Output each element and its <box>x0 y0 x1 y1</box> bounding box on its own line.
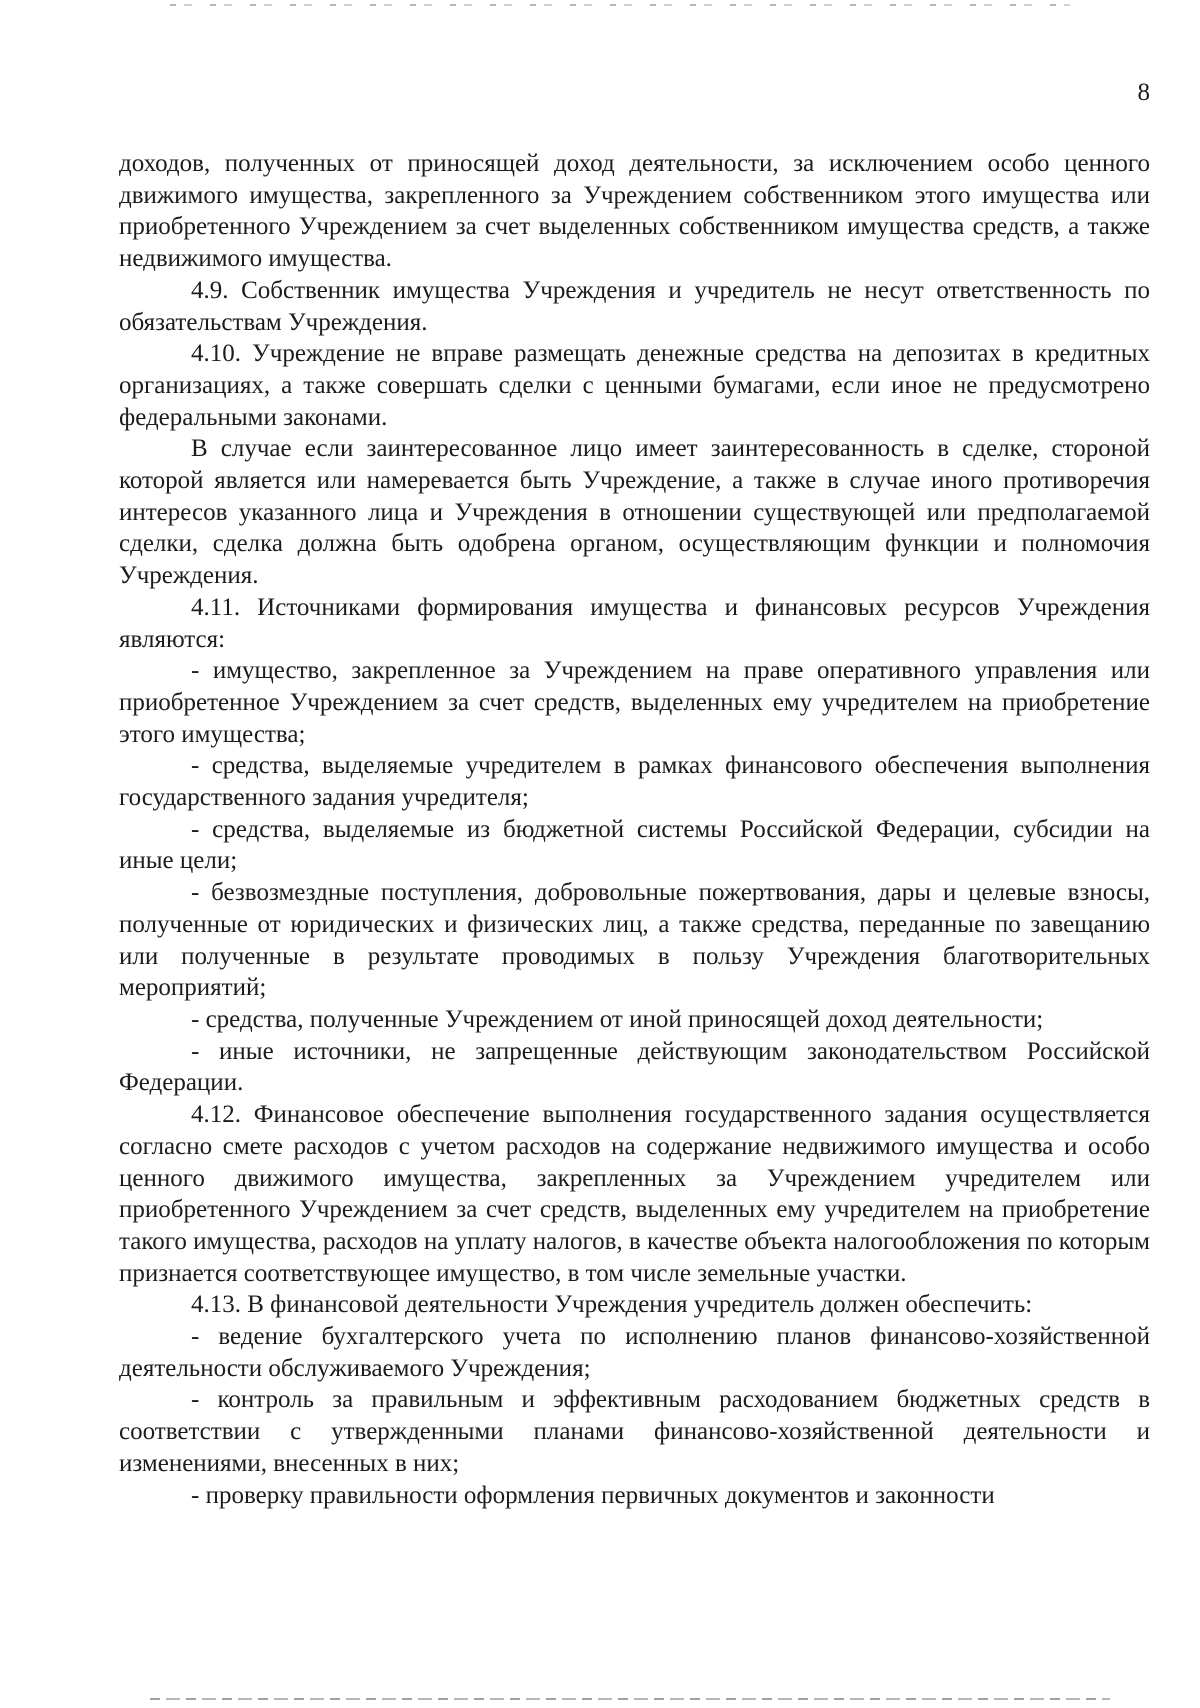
paragraph-continuation: доходов, полученных от приносящей доход деятельности, за исключением особо ценного движимого имущества, закрепленного за Учреждением собственником этого имущества или приобретенного Учреждением за счет выделенных собственником имущества средств, а также недвижимого имущества. <box>119 150 1150 273</box>
scan-artifact-bottom <box>150 1698 1110 1700</box>
document-body <box>119 148 1150 1511</box>
list-item-accounting: - ведение бухгалтерского учета по исполнению планов финансово-хозяйственной деятельности обслуживаемого Учреждения; <box>119 1323 1150 1382</box>
paragraph-4-10: 4.10. Учреждение не вправе размещать денежные средства на депозитах в кредитных организациях, а также совершать сделки с ценными бумагами, если иное не предусмотрено федеральными законами. <box>119 340 1150 431</box>
paragraph-4-9: 4.9. Собственник имущества Учреждения и учредитель не несут ответственность по обязательствам Учреждения. <box>119 276 1150 336</box>
paragraph-interested-party: В случае если заинтересованное лицо имеет заинтересованность в сделке, стороной которой является или намеревается быть Учреждение, а также в случае иного противоречия интересов указанного лица и Учреждения в отношении существующей или предполагаемой сделки, сделка должна быть одобрена органом, осуществляющим функции и полномочия Учреждения. <box>119 435 1150 590</box>
paragraph-4-13: 4.13. В финансовой деятельности Учреждения учредитель должен обеспечить: <box>191 1291 1033 1319</box>
list-item-control: - контроль за правильным и эффективным расходованием бюджетных средств в соответствии с утвержденными планами финансово-хозяйственной деятельности и изменениями, внесенных в них; <box>119 1386 1150 1477</box>
list-item-verification: - проверку правильности оформления первичных документов и законности <box>191 1481 995 1509</box>
list-item-property: - имущество, закрепленное за Учреждением на праве оперативного управления или приобретенное Учреждением за счет средств, выделенных ему учредителем на приобретение этого имущества; <box>119 657 1150 748</box>
list-item-budget-funds: - средства, выделяемые из бюджетной системы Российской Федерации, субсидии на иные цели; <box>119 815 1150 875</box>
page-number: 8 <box>1137 79 1150 106</box>
paragraph-4-11: 4.11. Источниками формирования имущества и финансовых ресурсов Учреждения являются: <box>119 593 1150 653</box>
scan-artifact-top <box>170 4 1070 6</box>
list-item-income-activity: - средства, полученные Учреждением от иной приносящей доход деятельности; <box>191 1005 1044 1033</box>
paragraph-4-12: 4.12. Финансовое обеспечение выполнения государственного задания осуществляется согласно смете расходов с учетом расходов на содержание недвижимого имущества и особо ценного движимого имущества, закрепленных за Учреждением учредителем или приобретенного Учреждением за счет средств, выделенных ему учредителем на приобретение такого имущества, расходов на уплату налогов, в качестве объекта налогообложения по которым признается соответствующее имущество, в том числе земельные участки. <box>119 1101 1150 1287</box>
list-item-donations: - безвозмездные поступления, добровольные пожертвования, дары и целевые взносы, полученные от юридических и физических лиц, а также средства, переданные по завещанию или полученные в результате проводимых в пользу Учреждения благотворительных мероприятий; <box>119 879 1150 1002</box>
list-item-other-sources: - иные источники, не запрещенные действующим законодательством Российской Федерации. <box>119 1037 1150 1097</box>
list-item-founder-funds: - средства, выделяемые учредителем в рамках финансового обеспечения выполнения государственного задания учредителя; <box>119 752 1150 812</box>
